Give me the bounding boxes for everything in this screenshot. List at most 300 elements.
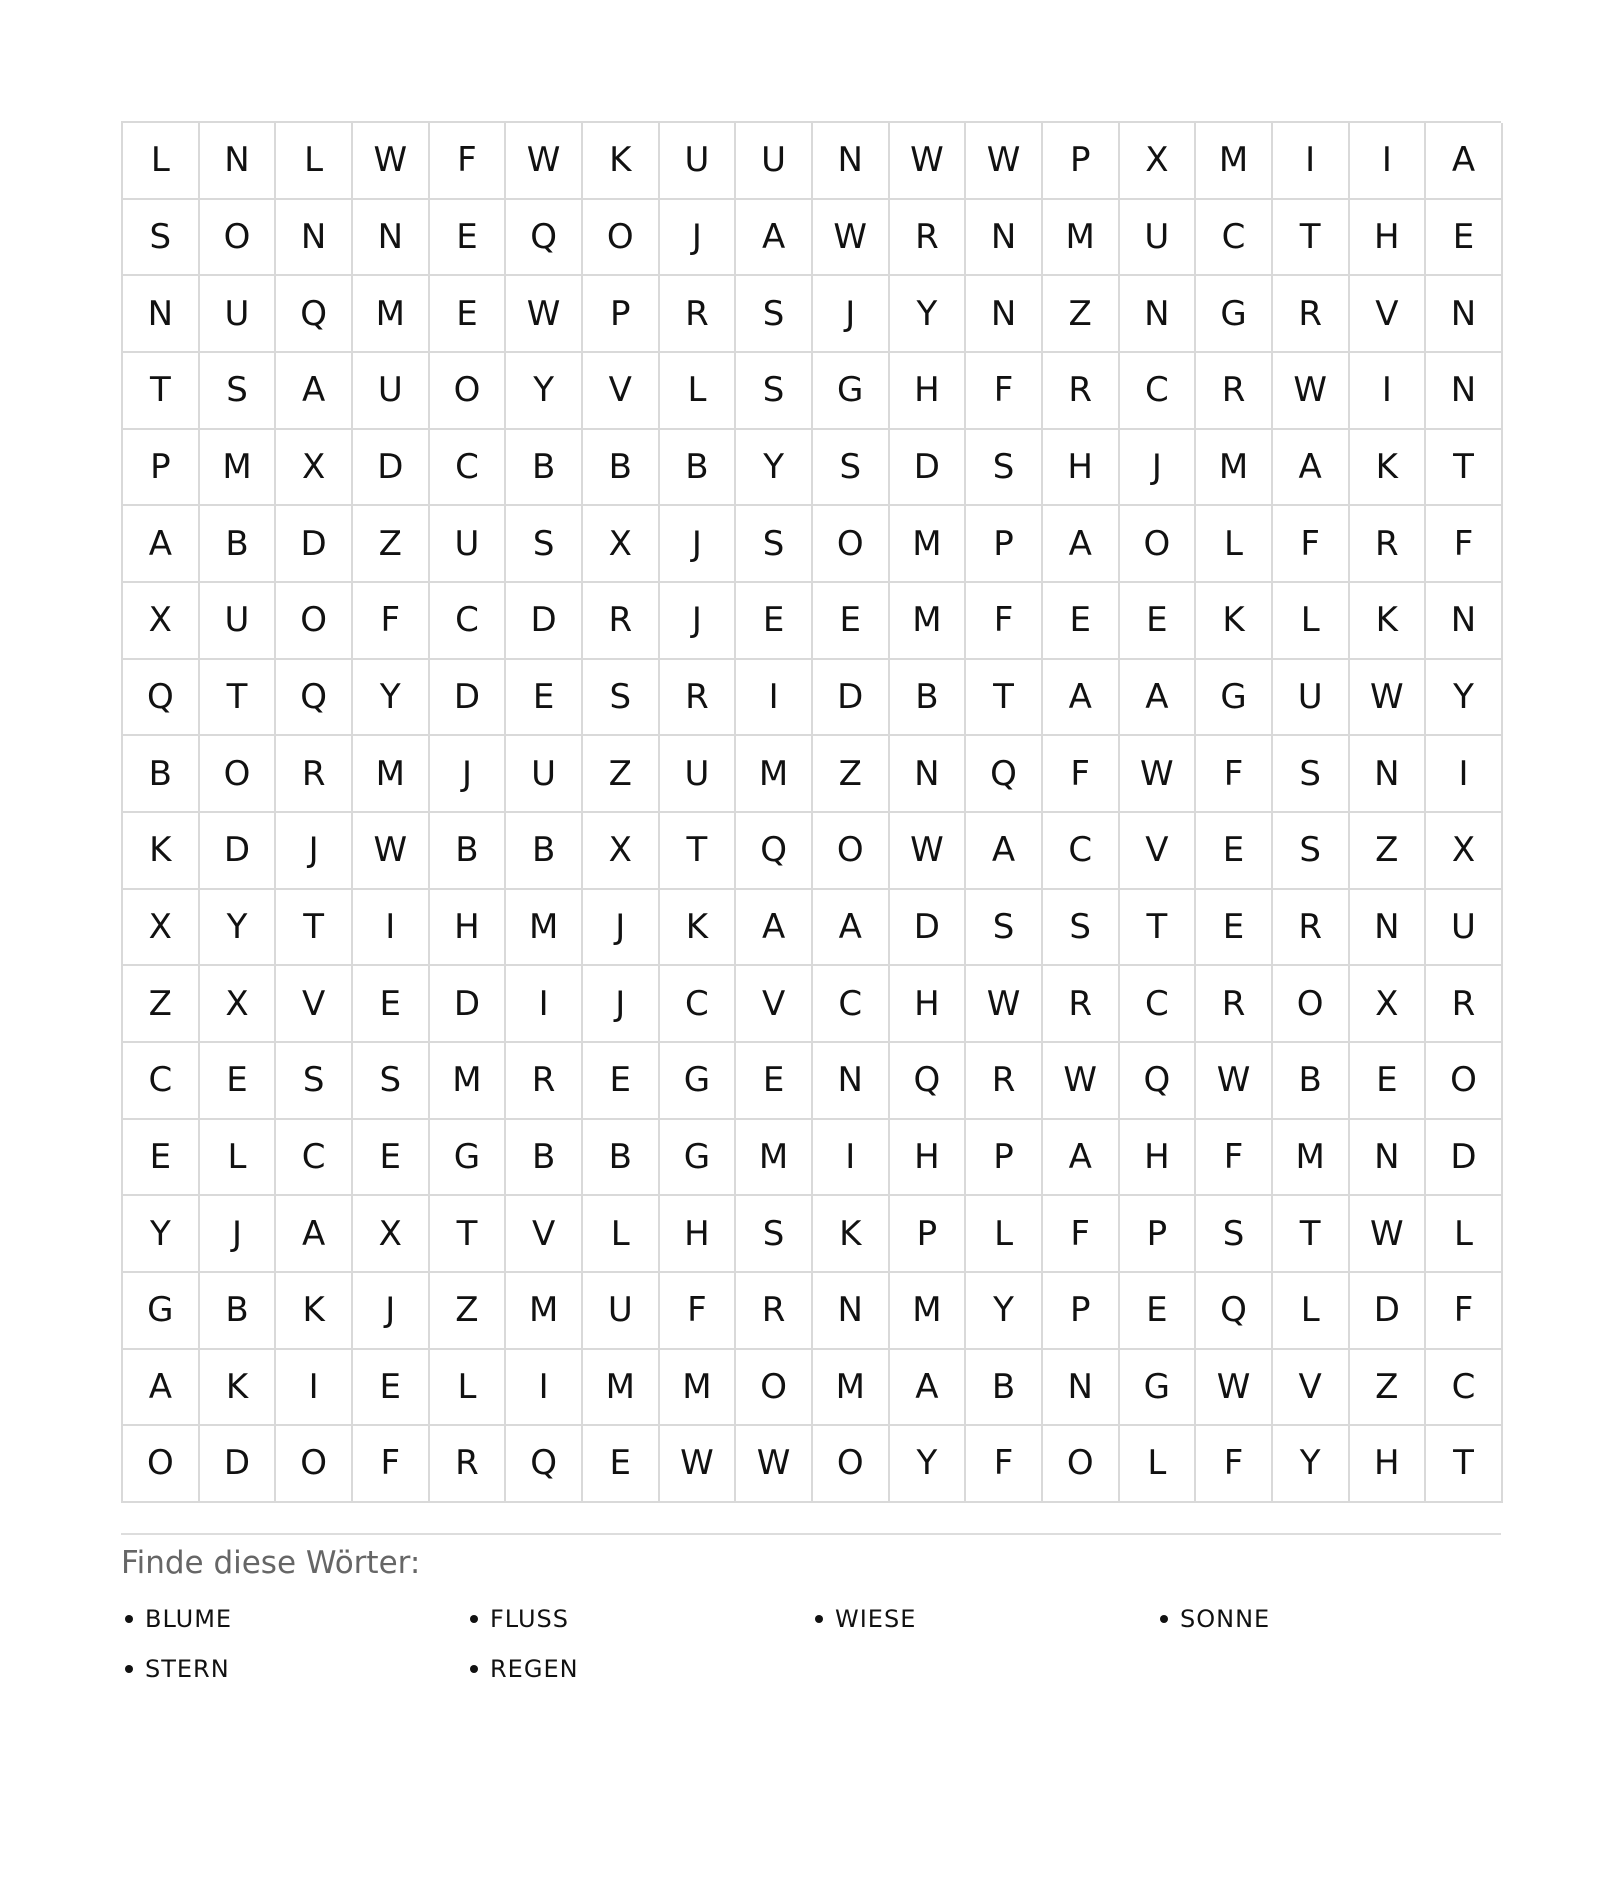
grid-cell[interactable]: F xyxy=(1196,1426,1273,1503)
grid-cell[interactable]: N xyxy=(200,123,277,200)
grid-cell[interactable]: D xyxy=(200,813,277,890)
grid-cell[interactable]: Z xyxy=(583,736,660,813)
grid-cell[interactable]: X xyxy=(123,583,200,660)
grid-cell[interactable]: L xyxy=(660,353,737,430)
grid-cell[interactable]: N xyxy=(813,1273,890,1350)
grid-cell[interactable]: F xyxy=(1196,1120,1273,1197)
grid-cell[interactable]: O xyxy=(1043,1426,1120,1503)
grid-cell[interactable]: B xyxy=(506,1120,583,1197)
grid-cell[interactable]: S xyxy=(353,1043,430,1120)
grid-cell[interactable]: A xyxy=(890,1350,967,1427)
grid-cell[interactable]: J xyxy=(353,1273,430,1350)
grid-cell[interactable]: F xyxy=(1273,506,1350,583)
grid-cell[interactable]: W xyxy=(966,966,1043,1043)
grid-cell[interactable]: J xyxy=(200,1196,277,1273)
grid-cell[interactable]: U xyxy=(506,736,583,813)
grid-cell[interactable]: Q xyxy=(123,660,200,737)
grid-cell[interactable]: H xyxy=(890,966,967,1043)
grid-cell[interactable]: P xyxy=(583,276,660,353)
grid-cell[interactable]: W xyxy=(660,1426,737,1503)
grid-cell[interactable]: O xyxy=(200,200,277,277)
grid-cell[interactable]: V xyxy=(736,966,813,1043)
grid-cell[interactable]: A xyxy=(813,890,890,967)
grid-cell[interactable]: D xyxy=(1350,1273,1427,1350)
grid-cell[interactable]: L xyxy=(1273,1273,1350,1350)
grid-cell[interactable]: M xyxy=(736,1120,813,1197)
grid-cell[interactable]: R xyxy=(660,276,737,353)
grid-cell[interactable]: O xyxy=(1120,506,1197,583)
grid-cell[interactable]: F xyxy=(1043,736,1120,813)
grid-cell[interactable]: J xyxy=(583,890,660,967)
grid-cell[interactable]: A xyxy=(276,1196,353,1273)
grid-cell[interactable]: J xyxy=(660,200,737,277)
grid-cell[interactable]: I xyxy=(276,1350,353,1427)
grid-cell[interactable]: G xyxy=(1196,276,1273,353)
grid-cell[interactable]: O xyxy=(813,813,890,890)
grid-cell[interactable]: Q xyxy=(276,660,353,737)
grid-cell[interactable]: H xyxy=(890,353,967,430)
grid-cell[interactable]: I xyxy=(736,660,813,737)
grid-cell[interactable]: U xyxy=(660,736,737,813)
grid-cell[interactable]: O xyxy=(583,200,660,277)
grid-cell[interactable]: E xyxy=(430,200,507,277)
grid-cell[interactable]: U xyxy=(200,583,277,660)
grid-cell[interactable]: U xyxy=(660,123,737,200)
grid-cell[interactable]: R xyxy=(506,1043,583,1120)
grid-cell[interactable]: N xyxy=(1350,736,1427,813)
grid-cell[interactable]: E xyxy=(123,1120,200,1197)
grid-cell[interactable]: R xyxy=(1273,276,1350,353)
grid-cell[interactable]: B xyxy=(966,1350,1043,1427)
grid-cell[interactable]: W xyxy=(1350,1196,1427,1273)
grid-cell[interactable]: I xyxy=(1350,353,1427,430)
grid-cell[interactable]: Y xyxy=(506,353,583,430)
grid-cell[interactable]: W xyxy=(736,1426,813,1503)
grid-cell[interactable]: Y xyxy=(736,430,813,507)
grid-cell[interactable]: W xyxy=(353,123,430,200)
grid-cell[interactable]: C xyxy=(276,1120,353,1197)
grid-cell[interactable]: H xyxy=(660,1196,737,1273)
grid-cell[interactable]: S xyxy=(506,506,583,583)
grid-cell[interactable]: A xyxy=(1426,123,1503,200)
grid-cell[interactable]: K xyxy=(583,123,660,200)
grid-cell[interactable]: E xyxy=(736,1043,813,1120)
grid-cell[interactable]: F xyxy=(966,583,1043,660)
grid-cell[interactable]: C xyxy=(1120,966,1197,1043)
grid-cell[interactable]: E xyxy=(1350,1043,1427,1120)
grid-cell[interactable]: F xyxy=(1196,736,1273,813)
grid-cell[interactable]: E xyxy=(200,1043,277,1120)
grid-cell[interactable]: A xyxy=(1043,1120,1120,1197)
grid-cell[interactable]: Y xyxy=(1426,660,1503,737)
grid-cell[interactable]: E xyxy=(353,1120,430,1197)
grid-cell[interactable]: C xyxy=(1043,813,1120,890)
grid-cell[interactable]: B xyxy=(506,813,583,890)
grid-cell[interactable]: R xyxy=(736,1273,813,1350)
grid-cell[interactable]: S xyxy=(736,353,813,430)
grid-cell[interactable]: K xyxy=(660,890,737,967)
grid-cell[interactable]: D xyxy=(430,660,507,737)
grid-cell[interactable]: T xyxy=(1120,890,1197,967)
grid-cell[interactable]: M xyxy=(430,1043,507,1120)
grid-cell[interactable]: N xyxy=(276,200,353,277)
grid-cell[interactable]: D xyxy=(506,583,583,660)
grid-cell[interactable]: W xyxy=(353,813,430,890)
grid-cell[interactable]: I xyxy=(506,1350,583,1427)
grid-cell[interactable]: X xyxy=(1350,966,1427,1043)
grid-cell[interactable]: E xyxy=(353,966,430,1043)
grid-cell[interactable]: K xyxy=(1196,583,1273,660)
grid-cell[interactable]: R xyxy=(1196,966,1273,1043)
grid-cell[interactable]: T xyxy=(1273,1196,1350,1273)
grid-cell[interactable]: G xyxy=(660,1043,737,1120)
grid-cell[interactable]: E xyxy=(583,1426,660,1503)
grid-cell[interactable]: A xyxy=(966,813,1043,890)
grid-cell[interactable]: W xyxy=(890,123,967,200)
grid-cell[interactable]: E xyxy=(736,583,813,660)
grid-cell[interactable]: A xyxy=(123,1350,200,1427)
grid-cell[interactable]: E xyxy=(1426,200,1503,277)
grid-cell[interactable]: E xyxy=(353,1350,430,1427)
grid-cell[interactable]: M xyxy=(890,1273,967,1350)
grid-cell[interactable]: M xyxy=(1043,200,1120,277)
grid-cell[interactable]: O xyxy=(430,353,507,430)
grid-cell[interactable]: K xyxy=(123,813,200,890)
grid-cell[interactable]: F xyxy=(1426,506,1503,583)
grid-cell[interactable]: Z xyxy=(813,736,890,813)
grid-cell[interactable]: P xyxy=(890,1196,967,1273)
grid-cell[interactable]: S xyxy=(1273,736,1350,813)
grid-cell[interactable]: E xyxy=(430,276,507,353)
grid-cell[interactable]: W xyxy=(1043,1043,1120,1120)
grid-cell[interactable]: S xyxy=(736,1196,813,1273)
grid-cell[interactable]: G xyxy=(430,1120,507,1197)
grid-cell[interactable]: O xyxy=(813,1426,890,1503)
grid-cell[interactable]: N xyxy=(1426,353,1503,430)
grid-cell[interactable]: J xyxy=(583,966,660,1043)
grid-cell[interactable]: Q xyxy=(506,200,583,277)
grid-cell[interactable]: X xyxy=(1426,813,1503,890)
grid-cell[interactable]: J xyxy=(813,276,890,353)
grid-cell[interactable]: P xyxy=(1043,1273,1120,1350)
grid-cell[interactable]: X xyxy=(1120,123,1197,200)
grid-cell[interactable]: C xyxy=(660,966,737,1043)
grid-cell[interactable]: W xyxy=(1350,660,1427,737)
grid-cell[interactable]: V xyxy=(506,1196,583,1273)
grid-cell[interactable]: Q xyxy=(736,813,813,890)
grid-cell[interactable]: P xyxy=(123,430,200,507)
grid-cell[interactable]: L xyxy=(1196,506,1273,583)
grid-cell[interactable]: R xyxy=(1426,966,1503,1043)
grid-cell[interactable]: A xyxy=(1273,430,1350,507)
grid-cell[interactable]: P xyxy=(966,1120,1043,1197)
grid-cell[interactable]: W xyxy=(1196,1043,1273,1120)
grid-cell[interactable]: L xyxy=(430,1350,507,1427)
grid-cell[interactable]: R xyxy=(583,583,660,660)
grid-cell[interactable]: V xyxy=(1273,1350,1350,1427)
grid-cell[interactable]: F xyxy=(966,353,1043,430)
grid-cell[interactable]: C xyxy=(1196,200,1273,277)
grid-cell[interactable]: P xyxy=(1043,123,1120,200)
grid-cell[interactable]: U xyxy=(430,506,507,583)
grid-cell[interactable]: R xyxy=(430,1426,507,1503)
grid-cell[interactable]: V xyxy=(583,353,660,430)
grid-cell[interactable]: Q xyxy=(1196,1273,1273,1350)
grid-cell[interactable]: M xyxy=(1196,430,1273,507)
grid-cell[interactable]: O xyxy=(813,506,890,583)
grid-cell[interactable]: X xyxy=(200,966,277,1043)
grid-cell[interactable]: Z xyxy=(1043,276,1120,353)
grid-cell[interactable]: M xyxy=(813,1350,890,1427)
grid-cell[interactable]: Z xyxy=(1350,1350,1427,1427)
grid-cell[interactable]: Z xyxy=(1350,813,1427,890)
grid-cell[interactable]: H xyxy=(430,890,507,967)
grid-cell[interactable]: H xyxy=(1120,1120,1197,1197)
grid-cell[interactable]: T xyxy=(966,660,1043,737)
grid-cell[interactable]: W xyxy=(890,813,967,890)
grid-cell[interactable]: M xyxy=(890,506,967,583)
grid-cell[interactable]: T xyxy=(430,1196,507,1273)
grid-cell[interactable]: S xyxy=(1043,890,1120,967)
grid-cell[interactable]: N xyxy=(966,200,1043,277)
grid-cell[interactable]: J xyxy=(430,736,507,813)
grid-cell[interactable]: I xyxy=(1350,123,1427,200)
grid-cell[interactable]: M xyxy=(353,736,430,813)
grid-cell[interactable]: Y xyxy=(966,1273,1043,1350)
grid-cell[interactable]: F xyxy=(430,123,507,200)
grid-cell[interactable]: M xyxy=(736,736,813,813)
grid-cell[interactable]: F xyxy=(966,1426,1043,1503)
grid-cell[interactable]: N xyxy=(813,123,890,200)
grid-cell[interactable]: S xyxy=(966,890,1043,967)
grid-cell[interactable]: V xyxy=(276,966,353,1043)
grid-cell[interactable]: O xyxy=(276,583,353,660)
grid-cell[interactable]: N xyxy=(1043,1350,1120,1427)
grid-cell[interactable]: G xyxy=(660,1120,737,1197)
grid-cell[interactable]: N xyxy=(123,276,200,353)
grid-cell[interactable]: I xyxy=(1426,736,1503,813)
grid-cell[interactable]: K xyxy=(813,1196,890,1273)
grid-cell[interactable]: K xyxy=(1350,430,1427,507)
grid-cell[interactable]: S xyxy=(966,430,1043,507)
grid-cell[interactable]: P xyxy=(966,506,1043,583)
grid-cell[interactable]: B xyxy=(890,660,967,737)
grid-cell[interactable]: Y xyxy=(353,660,430,737)
grid-cell[interactable]: X xyxy=(353,1196,430,1273)
grid-cell[interactable]: Q xyxy=(506,1426,583,1503)
grid-cell[interactable]: J xyxy=(1120,430,1197,507)
grid-cell[interactable]: Q xyxy=(890,1043,967,1120)
grid-cell[interactable]: Z xyxy=(123,966,200,1043)
grid-cell[interactable]: U xyxy=(1273,660,1350,737)
grid-cell[interactable]: H xyxy=(1350,1426,1427,1503)
grid-cell[interactable]: C xyxy=(813,966,890,1043)
grid-cell[interactable]: Q xyxy=(1120,1043,1197,1120)
grid-cell[interactable]: S xyxy=(813,430,890,507)
grid-cell[interactable]: U xyxy=(353,353,430,430)
grid-cell[interactable]: M xyxy=(1273,1120,1350,1197)
grid-cell[interactable]: T xyxy=(1273,200,1350,277)
grid-cell[interactable]: E xyxy=(506,660,583,737)
grid-cell[interactable]: D xyxy=(890,430,967,507)
grid-cell[interactable]: R xyxy=(1043,966,1120,1043)
grid-cell[interactable]: A xyxy=(736,890,813,967)
grid-cell[interactable]: R xyxy=(660,660,737,737)
grid-cell[interactable]: S xyxy=(736,276,813,353)
grid-cell[interactable]: A xyxy=(1120,660,1197,737)
grid-cell[interactable]: I xyxy=(813,1120,890,1197)
grid-cell[interactable]: L xyxy=(276,123,353,200)
grid-cell[interactable]: U xyxy=(583,1273,660,1350)
grid-cell[interactable]: D xyxy=(813,660,890,737)
grid-cell[interactable]: S xyxy=(200,353,277,430)
grid-cell[interactable]: E xyxy=(1196,890,1273,967)
grid-cell[interactable]: J xyxy=(276,813,353,890)
grid-cell[interactable]: M xyxy=(353,276,430,353)
grid-cell[interactable]: N xyxy=(353,200,430,277)
grid-cell[interactable]: U xyxy=(200,276,277,353)
grid-cell[interactable]: D xyxy=(890,890,967,967)
grid-cell[interactable]: M xyxy=(890,583,967,660)
grid-cell[interactable]: U xyxy=(736,123,813,200)
grid-cell[interactable]: N xyxy=(890,736,967,813)
grid-cell[interactable]: A xyxy=(736,200,813,277)
grid-cell[interactable]: L xyxy=(200,1120,277,1197)
grid-cell[interactable]: D xyxy=(353,430,430,507)
grid-cell[interactable]: F xyxy=(1043,1196,1120,1273)
grid-cell[interactable]: L xyxy=(1273,583,1350,660)
grid-cell[interactable]: G xyxy=(1196,660,1273,737)
grid-cell[interactable]: U xyxy=(1120,200,1197,277)
grid-cell[interactable]: R xyxy=(276,736,353,813)
grid-cell[interactable]: D xyxy=(276,506,353,583)
grid-cell[interactable]: E xyxy=(1120,583,1197,660)
grid-cell[interactable]: Q xyxy=(276,276,353,353)
grid-cell[interactable]: D xyxy=(430,966,507,1043)
grid-cell[interactable]: F xyxy=(353,583,430,660)
grid-cell[interactable]: F xyxy=(660,1273,737,1350)
grid-cell[interactable]: S xyxy=(736,506,813,583)
grid-cell[interactable]: K xyxy=(1350,583,1427,660)
grid-cell[interactable]: K xyxy=(276,1273,353,1350)
grid-cell[interactable]: I xyxy=(1273,123,1350,200)
grid-cell[interactable]: X xyxy=(583,506,660,583)
grid-cell[interactable]: C xyxy=(430,430,507,507)
grid-cell[interactable]: B xyxy=(583,1120,660,1197)
grid-cell[interactable]: W xyxy=(506,276,583,353)
grid-cell[interactable]: W xyxy=(1120,736,1197,813)
grid-cell[interactable]: W xyxy=(966,123,1043,200)
grid-cell[interactable]: Z xyxy=(353,506,430,583)
grid-cell[interactable]: S xyxy=(1273,813,1350,890)
grid-cell[interactable]: W xyxy=(506,123,583,200)
grid-cell[interactable]: J xyxy=(660,506,737,583)
grid-cell[interactable]: W xyxy=(813,200,890,277)
grid-cell[interactable]: O xyxy=(123,1426,200,1503)
grid-cell[interactable]: F xyxy=(353,1426,430,1503)
grid-cell[interactable]: L xyxy=(1426,1196,1503,1273)
grid-cell[interactable]: T xyxy=(123,353,200,430)
grid-cell[interactable]: N xyxy=(1350,1120,1427,1197)
grid-cell[interactable]: A xyxy=(1043,660,1120,737)
grid-cell[interactable]: V xyxy=(1120,813,1197,890)
grid-cell[interactable]: T xyxy=(276,890,353,967)
grid-cell[interactable]: L xyxy=(966,1196,1043,1273)
grid-cell[interactable]: J xyxy=(660,583,737,660)
grid-cell[interactable]: A xyxy=(276,353,353,430)
grid-cell[interactable]: E xyxy=(1043,583,1120,660)
grid-cell[interactable]: N xyxy=(1426,276,1503,353)
grid-cell[interactable]: C xyxy=(430,583,507,660)
grid-cell[interactable]: G xyxy=(1120,1350,1197,1427)
grid-cell[interactable]: L xyxy=(583,1196,660,1273)
grid-cell[interactable]: T xyxy=(200,660,277,737)
grid-cell[interactable]: O xyxy=(736,1350,813,1427)
grid-cell[interactable]: H xyxy=(1350,200,1427,277)
grid-cell[interactable]: R xyxy=(1196,353,1273,430)
grid-cell[interactable]: M xyxy=(660,1350,737,1427)
grid-cell[interactable]: T xyxy=(1426,430,1503,507)
grid-cell[interactable]: P xyxy=(1120,1196,1197,1273)
grid-cell[interactable]: C xyxy=(123,1043,200,1120)
grid-cell[interactable]: K xyxy=(200,1350,277,1427)
grid-cell[interactable]: B xyxy=(660,430,737,507)
grid-cell[interactable]: F xyxy=(1426,1273,1503,1350)
grid-cell[interactable]: E xyxy=(583,1043,660,1120)
grid-cell[interactable]: D xyxy=(1426,1120,1503,1197)
grid-cell[interactable]: M xyxy=(583,1350,660,1427)
grid-cell[interactable]: N xyxy=(966,276,1043,353)
grid-cell[interactable]: Y xyxy=(890,1426,967,1503)
grid-cell[interactable]: W xyxy=(1196,1350,1273,1427)
grid-cell[interactable]: N xyxy=(1426,583,1503,660)
grid-cell[interactable]: V xyxy=(1350,276,1427,353)
grid-cell[interactable]: R xyxy=(966,1043,1043,1120)
grid-cell[interactable]: Y xyxy=(1273,1426,1350,1503)
grid-cell[interactable]: T xyxy=(1426,1426,1503,1503)
grid-cell[interactable]: C xyxy=(1120,353,1197,430)
grid-cell[interactable]: N xyxy=(1350,890,1427,967)
grid-cell[interactable]: S xyxy=(583,660,660,737)
grid-cell[interactable]: Y xyxy=(890,276,967,353)
grid-cell[interactable]: M xyxy=(1196,123,1273,200)
grid-cell[interactable]: B xyxy=(1273,1043,1350,1120)
grid-cell[interactable]: A xyxy=(1043,506,1120,583)
grid-cell[interactable]: G xyxy=(813,353,890,430)
grid-cell[interactable]: N xyxy=(1120,276,1197,353)
grid-cell[interactable]: L xyxy=(1120,1426,1197,1503)
grid-cell[interactable]: S xyxy=(276,1043,353,1120)
grid-cell[interactable]: T xyxy=(660,813,737,890)
grid-cell[interactable]: X xyxy=(583,813,660,890)
grid-cell[interactable]: H xyxy=(890,1120,967,1197)
grid-cell[interactable]: R xyxy=(1273,890,1350,967)
grid-cell[interactable]: E xyxy=(813,583,890,660)
grid-cell[interactable]: I xyxy=(506,966,583,1043)
grid-cell[interactable]: X xyxy=(276,430,353,507)
grid-cell[interactable]: S xyxy=(1196,1196,1273,1273)
grid-cell[interactable]: U xyxy=(1426,890,1503,967)
grid-cell[interactable]: B xyxy=(123,736,200,813)
grid-cell[interactable]: M xyxy=(506,1273,583,1350)
grid-cell[interactable]: G xyxy=(123,1273,200,1350)
grid-cell[interactable]: O xyxy=(1273,966,1350,1043)
grid-cell[interactable]: I xyxy=(353,890,430,967)
grid-cell[interactable]: W xyxy=(1273,353,1350,430)
grid-cell[interactable]: R xyxy=(1043,353,1120,430)
grid-cell[interactable]: O xyxy=(1426,1043,1503,1120)
grid-cell[interactable]: B xyxy=(430,813,507,890)
